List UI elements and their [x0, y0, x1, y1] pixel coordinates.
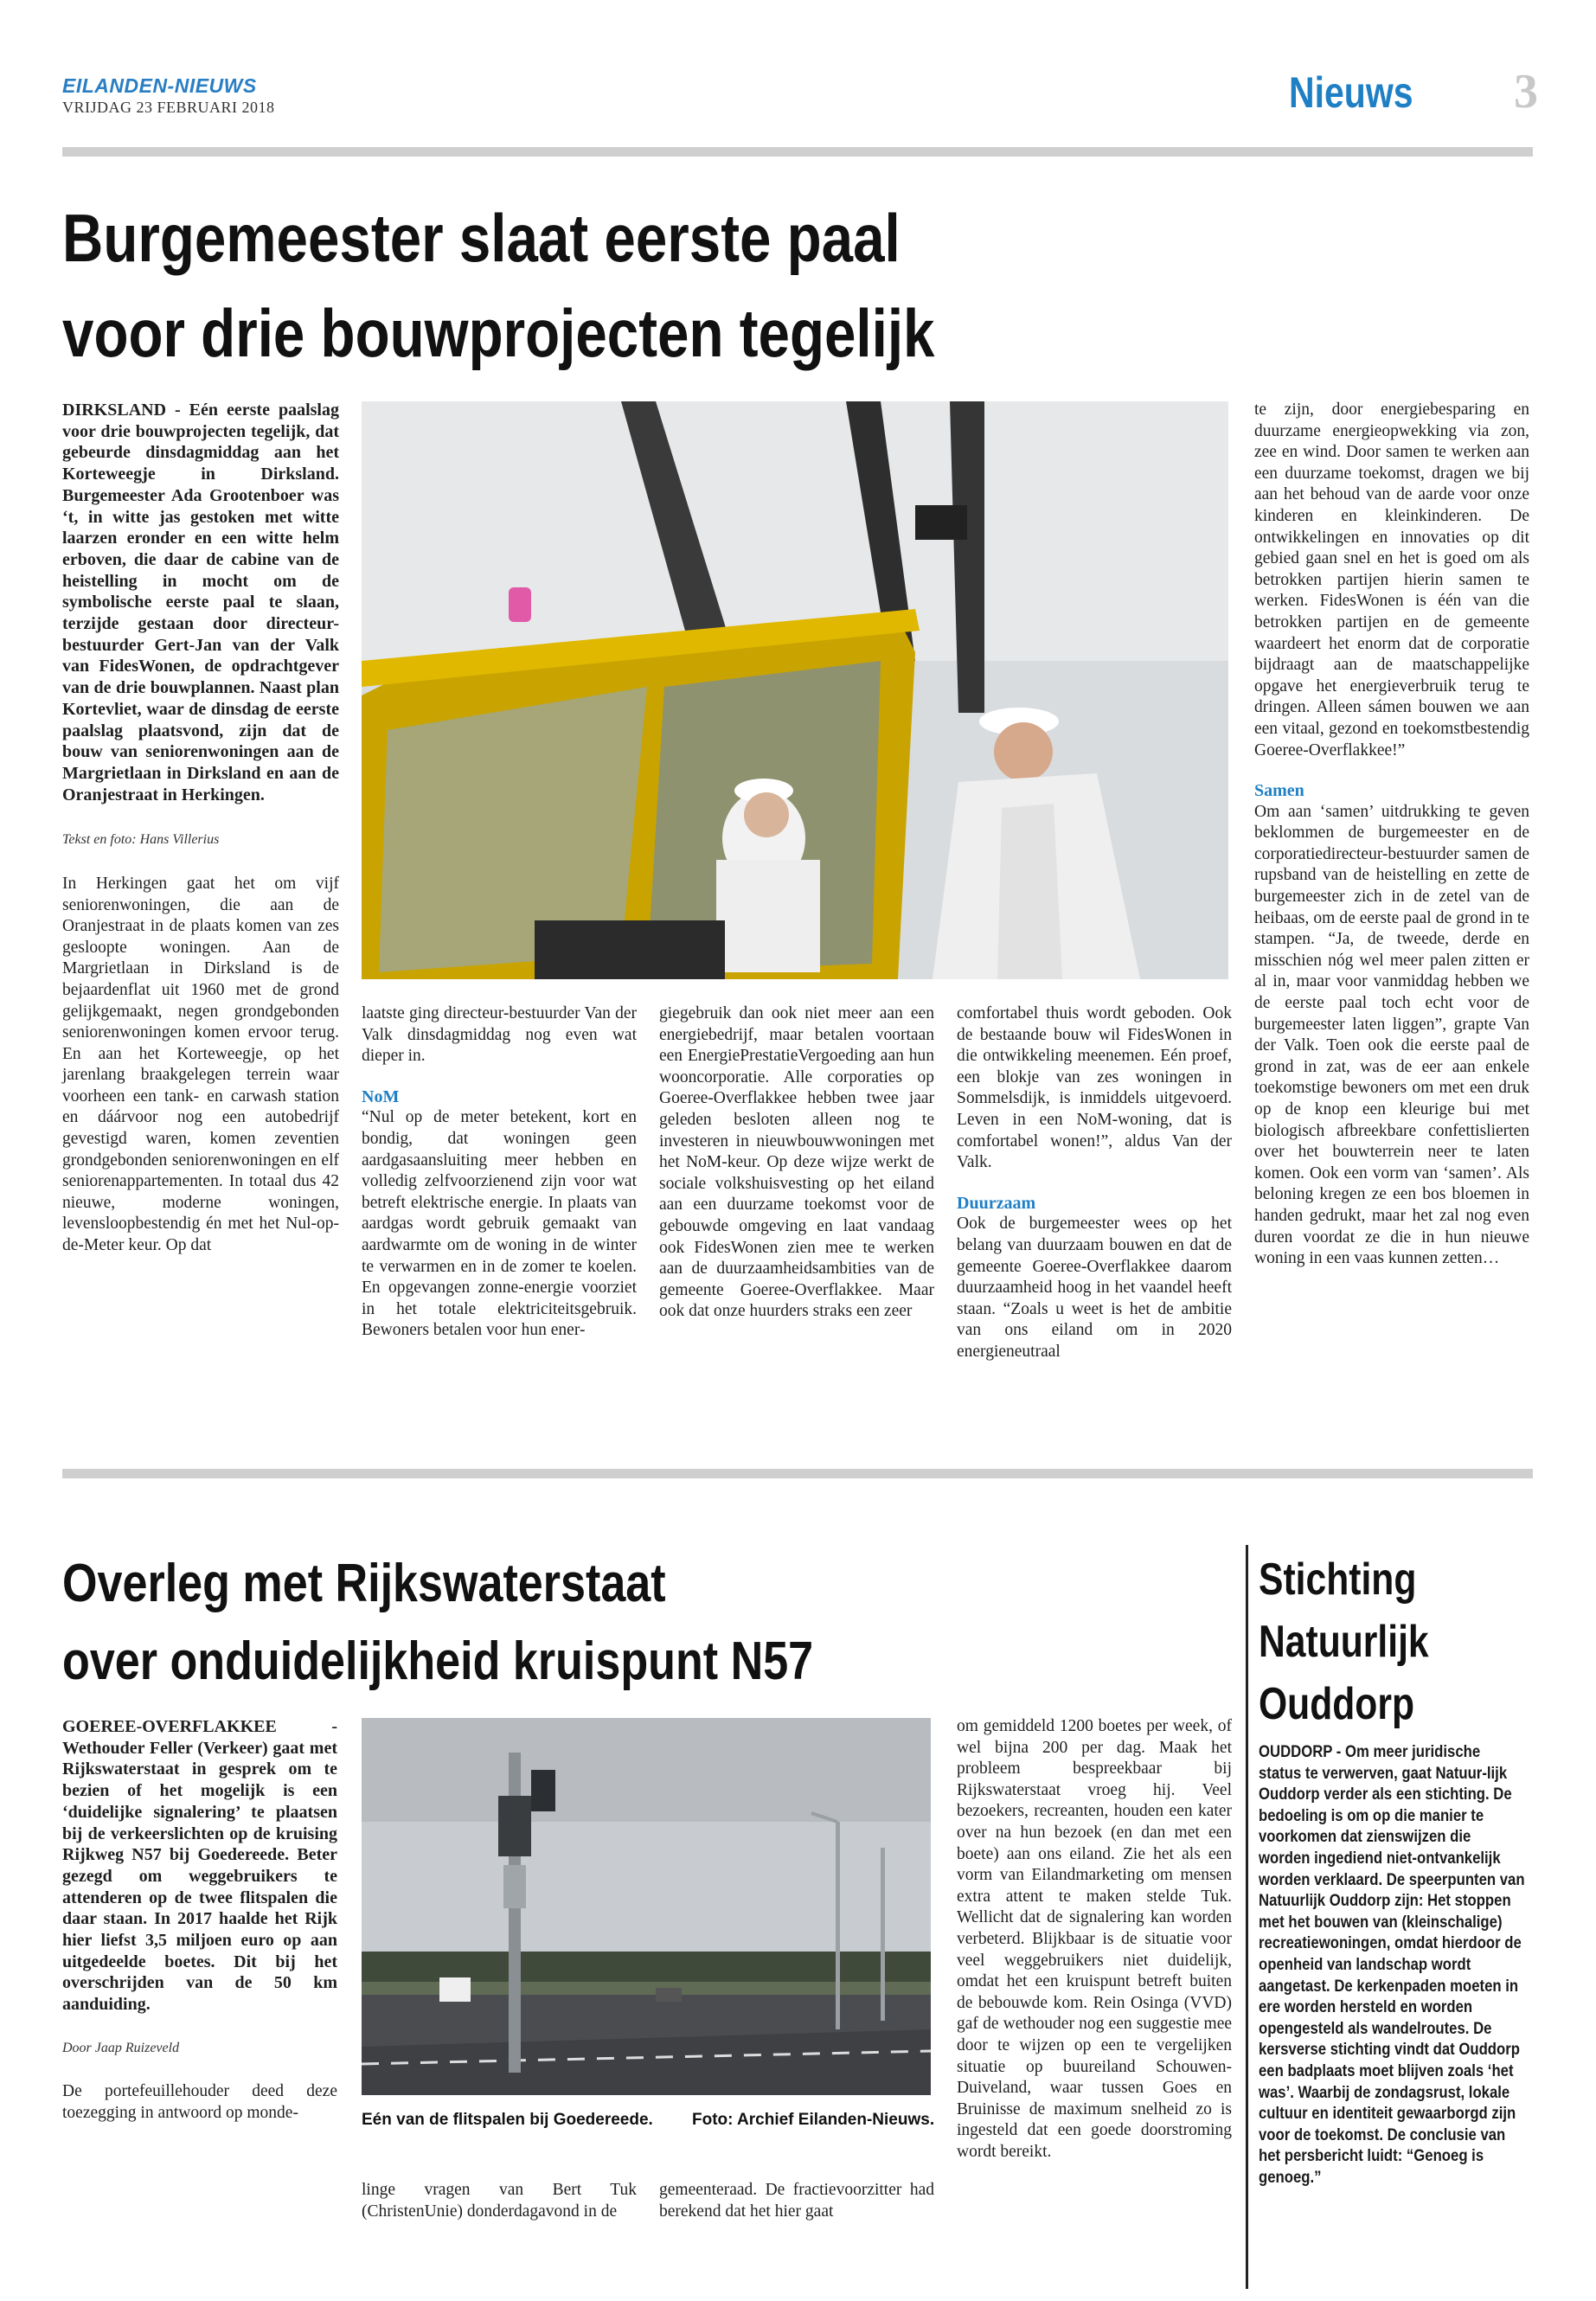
- sidebar-divider: [1246, 1545, 1248, 2289]
- article1-credit: Tekst en foto: Hans Villerius: [62, 832, 220, 848]
- article1-column-1: [62, 400, 339, 1257]
- subhead-nom: NoM: [362, 1086, 400, 1106]
- pile-driver-photo: [362, 401, 1228, 979]
- article2-column-3: [659, 2180, 934, 2222]
- article1-column-3: [659, 1003, 934, 1323]
- speed-camera-photo: [362, 1718, 931, 2095]
- sidebar-title: [1259, 1548, 1429, 1735]
- article1-column-4: [957, 1003, 1232, 1363]
- article1-body-col2-a: laatste ging directeur-bestuurder Van der Valk dinsdagmiddag nog even wat dieper in.: [362, 1004, 637, 1066]
- article2-headline-line2: over onduidelijkheid kruispunt N57: [62, 1631, 814, 1691]
- article1-lead: DIRKSLAND - Eén eerste paalslag voor drie bouwprojecten tegelijk, dat gebeurde dinsdagmiddag aan het Korteweegje in Dirksland. Burgemeester Ada Grootenboer was ‘t, in witte jas gestoken met witte laarzen eronder en een witte helm erboven, die daar de cabine van de heistelling in mocht om de symbolische eerste paal te slaan, terzijde gestaan door directeur-bestuurder Gert-Jan van der Valk van FidesWonen, de opdrachtgever van de drie bouwplannen. Naast plan Kortevliet, waar de dinsdag de eerste paalslag plaatsvond, zijn dat de bouw van seniorenwoningen aan de Margrietlaan in Dirksland en aan de Oranjestraat in Herkingen.: [62, 401, 339, 804]
- article1-column-5: [1254, 400, 1529, 1270]
- article2-headline: [62, 1545, 813, 1701]
- article1-column-2: [362, 1003, 637, 1342]
- article2-body-col1: De portefeuillehouder deed deze toezegging in antwoord op monde-: [62, 2082, 337, 2123]
- sidebar-title-line3: Ouddorp: [1259, 1679, 1415, 1729]
- article1-body-col4-b: Ook de burgemeester wees op het belang van duurzaam bouwen en dat de gemeente Goeree-Overflakkee daarom duurzaamheid hoog in het vaandel heeft staan. “Zoals u weet is het de ambitie van ons eiland om in 2020 energieneutraal: [957, 1215, 1232, 1361]
- masthead-logo: EILANDEN-NIEUWS: [62, 74, 257, 97]
- subhead-duurzaam: Duurzaam: [957, 1193, 1036, 1213]
- article1-body-col5-b: Om aan ‘samen’ uitdrukking te geven beklommen de burgemeester en de corporatiedirecteur-bestuurder samen de rupsband van de heistelling en zette de burgemeester zich in de zetel van de heibaas, om de eerste paal de grond in te stampen. “Ja, de tweede, derde en misschien nóg wel meer palen zitten er al in, maar voor vanmiddag hebben we de eerste paal toch echt voor de burgemeester laten liggen”, grapte Van der Valk. Toen ook die eerste paal de grond in zat, was de eer aan enkele toekomstige bewoners om met een druk op de knop een kleurige bui met biologisch afbreekbare confettislierten over het bouwterrein neer te laten komen. Ook een vorm van ‘samen’. Als beloning kregen ze een bos bloemen in handen gedrukt, maar het zal nog even duren voordat ze die in hun nieuwe woning in een vaas kunnen zetten…: [1254, 802, 1529, 1268]
- article2-photo-caption: Eén van de flitspalen bij Goedereede.: [362, 2111, 653, 2129]
- article2-body-col4: om gemiddeld 1200 boetes per week, of wel bijna 200 per dag. Maak het probleem bespreekbaar bij Rijkswaterstaat vroeg hij. Veel bezoekers, recreanten, houden een kater over na hun bezoek (en dan met een boete) aan ons eiland. Zie het als een vorm van Eilandmarketing om mensen extra attent te maken stelde Tuk. Wellicht dat de signalering kan worden verbeterd. Blijkbaar is de situatie voor veel weggebruikers niet duidelijk, omdat het een kruispunt betreft buiten de bebouwde kom. Rein Osinga (VVD) gaf de wethouder nog een suggestie mee door te wijzen op een te vergelijken situatie op buureiland Schouwen-Duiveland, waar tussen Goes en Bruinisse de maximum snelheid zo is ingesteld dat een goede doorstroming wordt bereikt.: [957, 1717, 1232, 2161]
- article1-headline-line2: voor drie bouwprojecten tegelijk: [62, 295, 935, 371]
- subhead-samen: Samen: [1254, 781, 1304, 801]
- sidebar-body: OUDDORP - Om meer juridische status te verwerven, gaat Natuur-lijk Ouddorp verder als een stichting. De bedoeling is om op die manier te voorkomen dat zienswijzen die worden ingediend niet-ontvankelijk worden verklaard. De speerpunten van Natuurlijk Ouddorp zijn: Het stoppen met het bouwen van (kleinschalige) recreatiewoningen, omdat hierdoor de openheid van landschap wordt aangetast. De kerkenpaden moeten in ere worden hersteld en worden opengesteld als wandelroutes. De kersverse stichting vindt dat Ouddorp een badplaats moet blijven zoals ‘het was’. Waarbij de zondagsrust, lokale cultuur en identiteit gewaarborgd zijn voor de toekomst. De conclusie van het persbericht luidt: “Genoeg is genoeg.”: [1259, 1743, 1525, 2187]
- article1-body-col4-a: comfortabel thuis wordt geboden. Ook de bestaande bouw wil FidesWonen in die ontwikkeling meenemen. Eén proef, een blokje van zes woningen in Sommelsdijk, is inmiddels uitgevoerd. Leven in een NoM-woning, dat is comfortabel wonen!”, aldus Van der Valk.: [957, 1004, 1232, 1172]
- sidebar-title-line2: Natuurlijk: [1259, 1617, 1429, 1667]
- article2-lead: GOEREE-OVERFLAKKEE - Wethouder Feller (Verkeer) gaat met Rijkswaterstaat in gesprek om te bezien of het mogelijk is een ‘duidelijke signalering’ te plaatsen bij de verkeerslichten op de kruising Rijkweg N57 bij Goedereede. Beter gezegd om weggebruikers te attenderen op de twee flitspalen die daar staan. In 2017 haalde het Rijk hier liefst 3,5 miljoen euro op aan uitgedeelde boetes. Dit bij het overschrijden van de 50 km aanduiding.: [62, 1717, 337, 2015]
- section-name: Nieuws: [1289, 68, 1413, 117]
- article1-headline: [62, 190, 934, 381]
- article2-photo-credit: Foto: Archief Eilanden-Nieuws.: [692, 2111, 935, 2129]
- article1-body-col5-a: te zijn, door energiebesparing en duurzame energieopwekking via zon, zee en wind. Door samen te werken aan een duurzame toekomst, dragen we bij aan het behoud van de aarde voor onze kinderen en kleinkinderen. De ontwikkelingen en innovaties op dit gebied gaan snel en het is goed om als betrokken partijen hierin samen te werken. FidesWonen is één van die betrokken partijen en de gemeente waardeert het enorm dat de corporatie bijdraagt aan de maatschappelijke opgave het energieverbruik terug te dringen. Alleen sámen bouwen we aan een vitaal, gezond en toekomstbestendig Goeree-Overflakkee!”: [1254, 401, 1529, 760]
- article2-column-1: [62, 1716, 337, 2125]
- article2-photo-speed-camera: [362, 1718, 931, 2095]
- article2-column-2: [362, 2180, 637, 2222]
- header-rule: [62, 147, 1533, 157]
- article1-body-col1: In Herkingen gaat het om vijf seniorenwoningen, die aan de Oranjestraat in de plaats komen van zes gesloopte woningen. Aan de Margrietlaan in Dirksland is de bejaardenflat uit 1960 met de grond gelijkgemaakt, negen grondgebonden seniorenwoningen komen ervoor terug. En aan het Korteweegje, op het jarenlang braakgelegen terrein waar voorheen een tank- en carwash station en dáárvoor nog een autobedrijf gevestigd waren, komen zeventien grondgebonden seniorenwoningen en elf seniorenappartementen. In totaal dus 42 nieuwe, moderne woningen, levensloopbestendig én met het Nul-op-de-Meter keur. Op dat: [62, 874, 339, 1255]
- article1-body-col3: giegebruik dan ook niet meer aan een energiebedrijf, maar betalen voortaan een EnergiePrestatieVergoeding aan hun wooncorporatie. Alle corporaties op Goeree-Overflakkee hebben twee jaar geleden besloten alleen nog te investeren in nieuwbouwwoningen met het NoM-keur. Op deze wijze werkt de sociale volkshuisvesting op het eiland aan een duurzame toekomst voor de gebouwde omgeving en laat vandaag ook FidesWonen zien mee te werken aan de duurzaamheidsambities van de gemeente Goeree-Overflakkee. Maar ook dat onze huurders straks een zeer: [659, 1004, 934, 1321]
- sidebar-title-line1: Stichting: [1259, 1554, 1417, 1605]
- article2-credit: Door Jaap Ruizeveld: [62, 2040, 180, 2055]
- article2-body-col2: linge vragen van Bert Tuk (ChristenUnie) donderdagavond in de: [362, 2181, 637, 2221]
- article-divider-rule: [62, 1469, 1533, 1478]
- article2-headline-line1: Overleg met Rijkswaterstaat: [62, 1554, 666, 1613]
- article1-photo-pile-driver: [362, 401, 1228, 979]
- issue-date: VRIJDAG 23 FEBRUARI 2018: [62, 99, 275, 116]
- page-number: 3: [1514, 65, 1538, 119]
- article2-body-col3: gemeenteraad. De fractievoorzitter had berekend dat het hier gaat: [659, 2181, 934, 2221]
- article1-body-col2-b: “Nul op de meter betekent, kort en bondig, dat woningen geen aardgasaansluiting meer hebben en volledig zelfvoorzienend zijn voor wat betreft elektrische energie. In plaats van aardgas wordt gebruik gemaakt van aardwarmte om de woning in de winter te verwarmen en in de zomer te koelen. En opgevangen zonne-energie voorziet in het totale elektriciteitsgebruik. Bewoners betalen voor hun ener-: [362, 1108, 637, 1340]
- article2-column-4: [957, 1716, 1232, 2163]
- article1-headline-line1: Burgemeester slaat eerste paal: [62, 200, 901, 276]
